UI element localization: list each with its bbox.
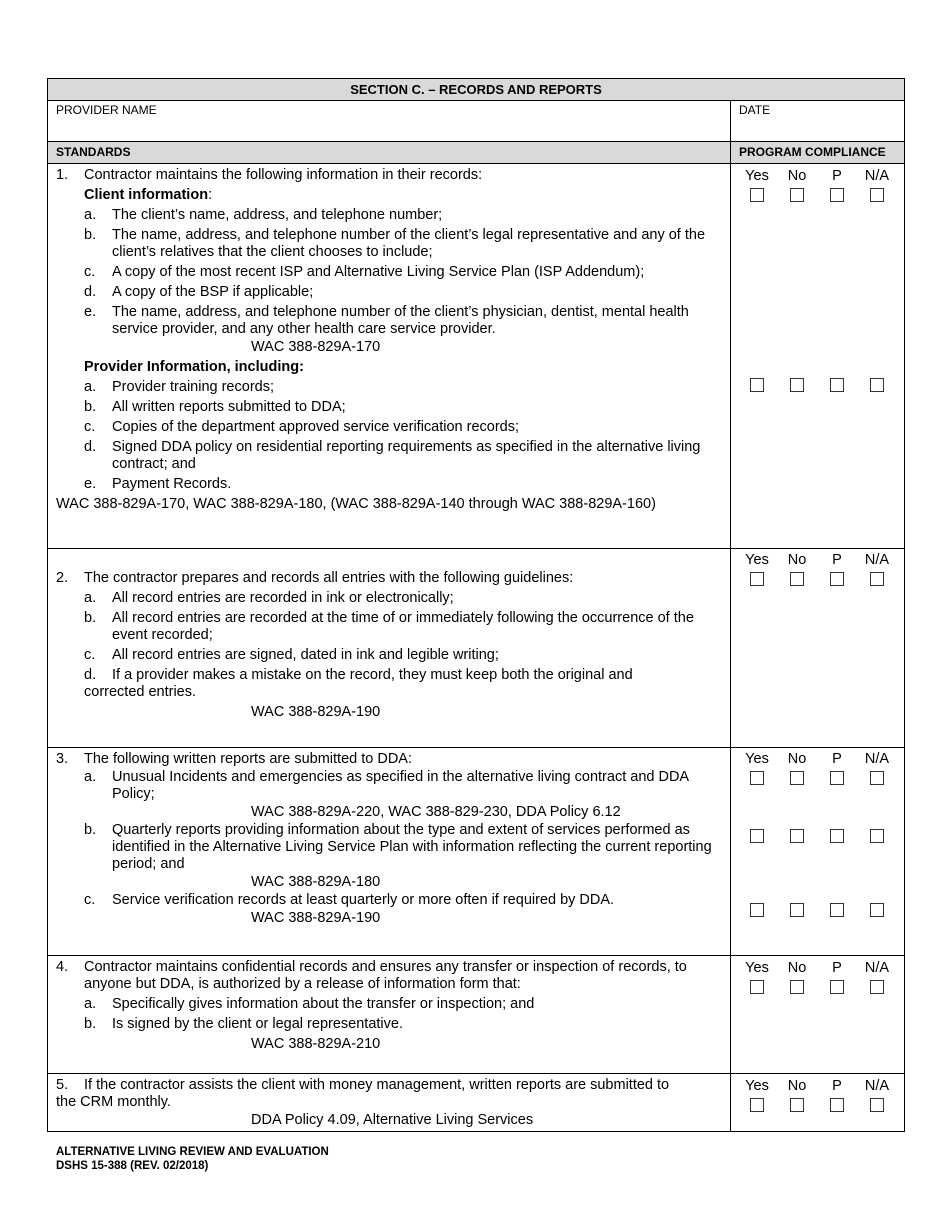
na-checkbox[interactable] — [870, 1098, 884, 1112]
item-intro: The following written reports are submitted to DDA: — [84, 751, 412, 767]
wac-reference: WAC 388-829A-220, WAC 388-829-230, DDA Policy 6.12 — [251, 804, 621, 820]
list-item: a. Specifically gives information about the transfer or inspection; and — [84, 996, 535, 1012]
section-title-row — [48, 79, 904, 100]
yes-checkbox[interactable] — [750, 572, 764, 586]
list-item: b. Is signed by the client or legal representative. — [84, 1016, 403, 1032]
form-footer — [56, 1145, 329, 1173]
list-item-continued: corrected entries. — [84, 684, 197, 700]
list-item: e. Payment Records. — [84, 476, 232, 492]
item-number: 5. — [56, 1077, 69, 1093]
compliance-checkboxes — [731, 375, 897, 395]
provider-row — [48, 100, 904, 141]
date-label: DATE — [739, 103, 771, 117]
standard-row-5 — [48, 1073, 904, 1131]
yes-checkbox[interactable] — [750, 829, 764, 843]
standard-2-text — [48, 549, 731, 747]
yes-checkbox[interactable] — [750, 1098, 764, 1112]
na-checkbox[interactable] — [870, 771, 884, 785]
partial-checkbox[interactable] — [830, 1098, 844, 1112]
no-checkbox[interactable] — [790, 188, 804, 202]
wac-reference: WAC 388-829A-190 — [251, 910, 381, 926]
list-item: d. Signed DDA policy on residential reporting requirements as specified in the alternative living contract; and — [84, 439, 701, 472]
partial-checkbox[interactable] — [830, 572, 844, 586]
no-checkbox[interactable] — [790, 378, 804, 392]
list-item: b. All record entries are recorded at the time of or immediately following the occurrence of the event recorded; — [84, 610, 694, 643]
standard-row-3 — [48, 747, 904, 955]
partial-checkbox[interactable] — [830, 378, 844, 392]
compliance-labels: Yes No P N/A — [745, 552, 890, 568]
item-intro-continued: the CRM monthly. — [56, 1094, 171, 1110]
item-number: 1. — [56, 167, 69, 183]
no-checkbox[interactable] — [790, 1098, 804, 1112]
standard-row-1 — [48, 163, 904, 548]
compliance-3 — [731, 748, 904, 955]
list-item: d. If a provider makes a mistake on the record, they must keep both the original and — [84, 667, 633, 683]
section-title: SECTION C. – RECORDS AND REPORTS — [48, 79, 904, 100]
standards-header: STANDARDS — [48, 142, 731, 163]
no-checkbox[interactable] — [790, 980, 804, 994]
na-checkbox[interactable] — [870, 378, 884, 392]
list-item: b. All written reports submitted to DDA; — [84, 399, 346, 415]
yes-checkbox[interactable] — [750, 903, 764, 917]
compliance-1 — [731, 164, 904, 548]
yes-checkbox[interactable] — [750, 980, 764, 994]
compliance-4 — [731, 956, 904, 1073]
item-intro: The contractor prepares and records all entries with the following guidelines: — [84, 570, 574, 586]
compliance-2 — [731, 549, 904, 747]
compliance-checkboxes — [731, 900, 897, 920]
no-checkbox[interactable] — [790, 903, 804, 917]
item-number: 4. — [56, 959, 69, 975]
compliance-labels: Yes No P N/A — [745, 168, 890, 184]
compliance-checkboxes — [731, 185, 904, 205]
form-number: DSHS 15-388 (REV. 02/2018) — [56, 1160, 209, 1172]
item-intro: Contractor maintains confidential records and ensures any transfer or inspection of records, to anyone but DDA, is authorized by a release of information form that: — [84, 959, 687, 992]
standards-header-row — [48, 141, 904, 163]
standard-4-text — [48, 956, 731, 1073]
partial-checkbox[interactable] — [830, 771, 844, 785]
wac-reference: WAC 388-829A-180 — [251, 874, 381, 890]
compliance-5 — [731, 1074, 904, 1131]
partial-checkbox[interactable] — [830, 903, 844, 917]
standard-3-text — [48, 748, 731, 955]
client-info-heading: Client information: — [84, 187, 213, 203]
partial-checkbox[interactable] — [830, 980, 844, 994]
na-checkbox[interactable] — [870, 980, 884, 994]
list-item: a. All record entries are recorded in ink or electronically; — [84, 590, 454, 606]
wac-reference: WAC 388-829A-210 — [251, 1036, 381, 1052]
compliance-labels: Yes No P N/A — [745, 751, 890, 767]
item-number: 3. — [56, 751, 69, 767]
date-field[interactable] — [731, 101, 904, 141]
no-checkbox[interactable] — [790, 572, 804, 586]
item-intro: Contractor maintains the following information in their records: — [84, 167, 483, 183]
list-item: c. Copies of the department approved service verification records; — [84, 419, 520, 435]
yes-checkbox[interactable] — [750, 771, 764, 785]
compliance-checkboxes — [731, 826, 897, 846]
list-item: e. The name, address, and telephone number of the client’s physician, dentist, mental health service provider, and any other health care service provider. — [84, 304, 689, 337]
standard-row-4 — [48, 955, 904, 1073]
list-item: a. Unusual Incidents and emergencies as specified in the alternative living contract and DDA Policy; — [84, 769, 689, 802]
wac-reference: WAC 388-829A-190 — [251, 704, 381, 720]
list-item: a. Provider training records; — [84, 379, 274, 395]
policy-reference: DDA Policy 4.09, Alternative Living Services — [251, 1112, 534, 1128]
yes-checkbox[interactable] — [750, 378, 764, 392]
item-intro: If the contractor assists the client with money management, written reports are submitted to — [84, 1077, 670, 1093]
partial-checkbox[interactable] — [830, 829, 844, 843]
list-item: d. A copy of the BSP if applicable; — [84, 284, 314, 300]
list-item: c. Service verification records at least quarterly or more often if required by DDA. — [84, 892, 615, 908]
list-item: c. A copy of the most recent ISP and Alternative Living Service Plan (ISP Addendum); — [84, 264, 645, 280]
list-item: b. The name, address, and telephone number of the client’s legal representative and any of the client’s relatives that the client chooses to include; — [84, 227, 706, 260]
partial-checkbox[interactable] — [830, 188, 844, 202]
standard-row-2 — [48, 548, 904, 747]
compliance-checkboxes — [731, 569, 904, 589]
na-checkbox[interactable] — [870, 572, 884, 586]
yes-checkbox[interactable] — [750, 188, 764, 202]
compliance-checkboxes — [731, 977, 904, 997]
provider-name-field[interactable] — [48, 101, 731, 141]
compliance-checkboxes — [731, 768, 904, 788]
compliance-labels: Yes No P N/A — [745, 960, 890, 976]
wac-reference: WAC 388-829A-170 — [251, 339, 381, 355]
program-compliance-header: PROGRAM COMPLIANCE — [739, 145, 886, 159]
list-item: b. Quarterly reports providing information about the type and extent of services performed as identified in the Alternative Living Service Plan with information reflecting the current reporting period; and — [84, 822, 712, 872]
standard-5-text — [48, 1074, 731, 1131]
provider-info-heading: Provider Information, including: — [84, 359, 304, 375]
na-checkbox[interactable] — [870, 829, 884, 843]
item-number: 2. — [56, 570, 69, 586]
provider-name-label: PROVIDER NAME — [56, 103, 157, 117]
form-name: ALTERNATIVE LIVING REVIEW AND EVALUATION — [56, 1146, 329, 1158]
wac-reference: WAC 388-829A-170, WAC 388-829A-180, (WAC 388-829A-140 through WAC 388-829A-160) — [56, 496, 656, 512]
compliance-checkboxes — [731, 1095, 904, 1115]
na-checkbox[interactable] — [870, 903, 884, 917]
no-checkbox[interactable] — [790, 829, 804, 843]
list-item: c. All record entries are signed, dated in ink and legible writing; — [84, 647, 499, 663]
compliance-labels: Yes No P N/A — [745, 1078, 890, 1094]
na-checkbox[interactable] — [870, 188, 884, 202]
no-checkbox[interactable] — [790, 771, 804, 785]
records-reports-form — [47, 78, 905, 1132]
list-item: a. The client’s name, address, and telephone number; — [84, 207, 443, 223]
standard-1-text — [48, 164, 731, 548]
